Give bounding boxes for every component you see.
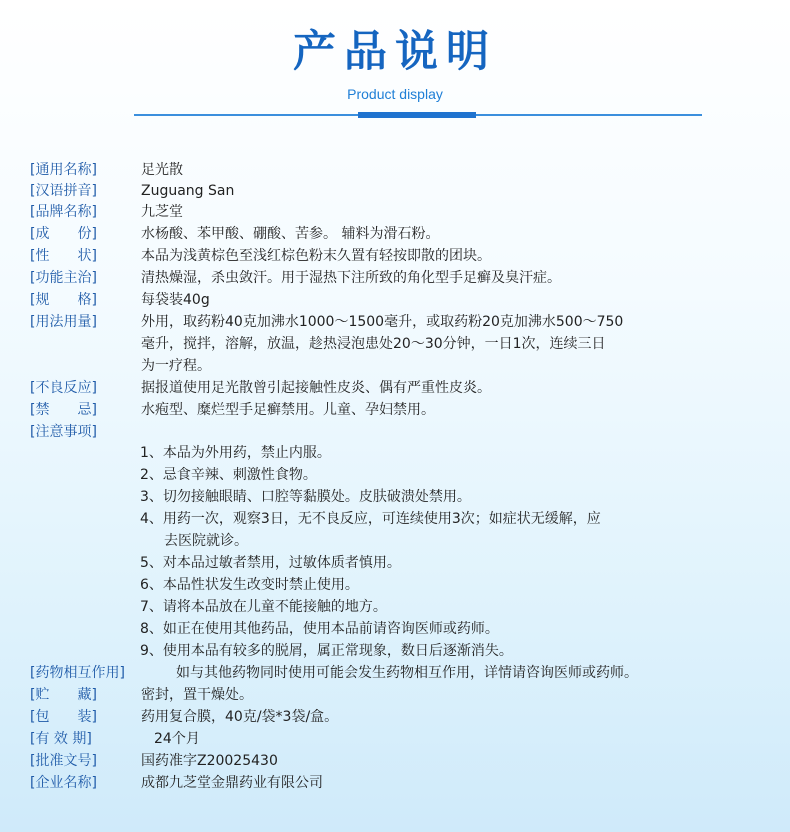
spec-label: [成 份] (30, 226, 97, 242)
spec-value-line: 毫升，搅拌，溶解，放温，趁热浸泡患处20～30分钟，一日1次，连续三日 (141, 336, 606, 352)
spec-value: 每袋装40g (141, 292, 210, 308)
precaution-item: 5、对本品过敏者禁用，过敏体质者慎用。 (140, 555, 401, 571)
spec-label: [包 装] (30, 709, 97, 725)
spec-value-line: 外用，取药粉40克加沸水1000～1500毫升，或取药粉20克加沸水500～750 (141, 314, 624, 330)
spec-label: [批准文号] (30, 753, 97, 769)
precaution-item-cont: 去医院就诊。 (164, 533, 248, 549)
precaution-item: 1、本品为外用药，禁止内服。 (140, 445, 331, 461)
spec-value: 清热燥湿，杀虫敛汗。用于湿热下注所致的角化型手足癣及臭汗症。 (141, 270, 561, 286)
precaution-item: 3、切勿接触眼睛、口腔等黏膜处。皮肤破溃处禁用。 (140, 489, 471, 505)
page-title: 产品说明 (293, 27, 497, 77)
spec-label: [企业名称] (30, 775, 97, 791)
spec-value: 水疱型、糜烂型手足癣禁用。儿童、孕妇禁用。 (141, 402, 435, 418)
spec-label: [汉语拼音] (30, 183, 97, 199)
spec-label: [不良反应] (30, 380, 97, 396)
spec-label: [药物相互作用] (30, 665, 125, 681)
precaution-item: 7、请将本品放在儿童不能接触的地方。 (140, 599, 387, 615)
spec-label: [贮 藏] (30, 687, 97, 703)
spec-value: 成都九芝堂金鼎药业有限公司 (141, 775, 323, 791)
spec-value: Zuguang San (141, 183, 235, 199)
spec-label: [用法用量] (30, 314, 97, 330)
page-subtitle: Product display (347, 86, 443, 102)
spec-label: [有 效 期] (30, 731, 92, 747)
spec-label: [规 格] (30, 292, 97, 308)
spec-value: 据报道使用足光散曾引起接触性皮炎、偶有严重性皮炎。 (141, 380, 491, 396)
precaution-item: 2、忌食辛辣、刺激性食物。 (140, 467, 317, 483)
precaution-item: 9、使用本品有较多的脱屑，属正常现象，数日后逐渐消失。 (140, 643, 513, 659)
spec-value: 足光散 (141, 162, 183, 178)
spec-value: 密封，置干燥处。 (141, 687, 253, 703)
spec-value: 水杨酸、苯甲酸、硼酸、苦参。 辅料为滑石粉。 (141, 226, 440, 242)
spec-label: [注意事项] (30, 424, 97, 440)
spec-value: 本品为浅黄棕色至浅红棕色粉末久置有轻按即散的团块。 (141, 248, 491, 264)
spec-value-line: 为一疗程。 (141, 358, 211, 374)
spec-value: 如与其他药物同时使用可能会发生药物相互作用，详情请咨询医师或药师。 (176, 665, 638, 681)
spec-value: 国药准字Z20025430 (141, 753, 278, 769)
precaution-item: 6、本品性状发生改变时禁止使用。 (140, 577, 359, 593)
spec-label: [禁 忌] (30, 402, 97, 418)
spec-label: [功能主治] (30, 270, 97, 286)
spec-label: [品牌名称] (30, 204, 97, 220)
precaution-item: 8、如正在使用其他药品，使用本品前请咨询医师或药师。 (140, 621, 499, 637)
spec-value: 九芝堂 (141, 204, 183, 220)
spec-label: [通用名称] (30, 162, 97, 178)
spec-label: [性 状] (30, 248, 97, 264)
spec-value: 24个月 (154, 731, 200, 747)
spec-value: 药用复合膜，40克/袋*3袋/盒。 (141, 709, 339, 725)
precaution-item: 4、用药一次，观察3日，无不良反应，可连续使用3次；如症状无缓解，应 (140, 511, 601, 527)
